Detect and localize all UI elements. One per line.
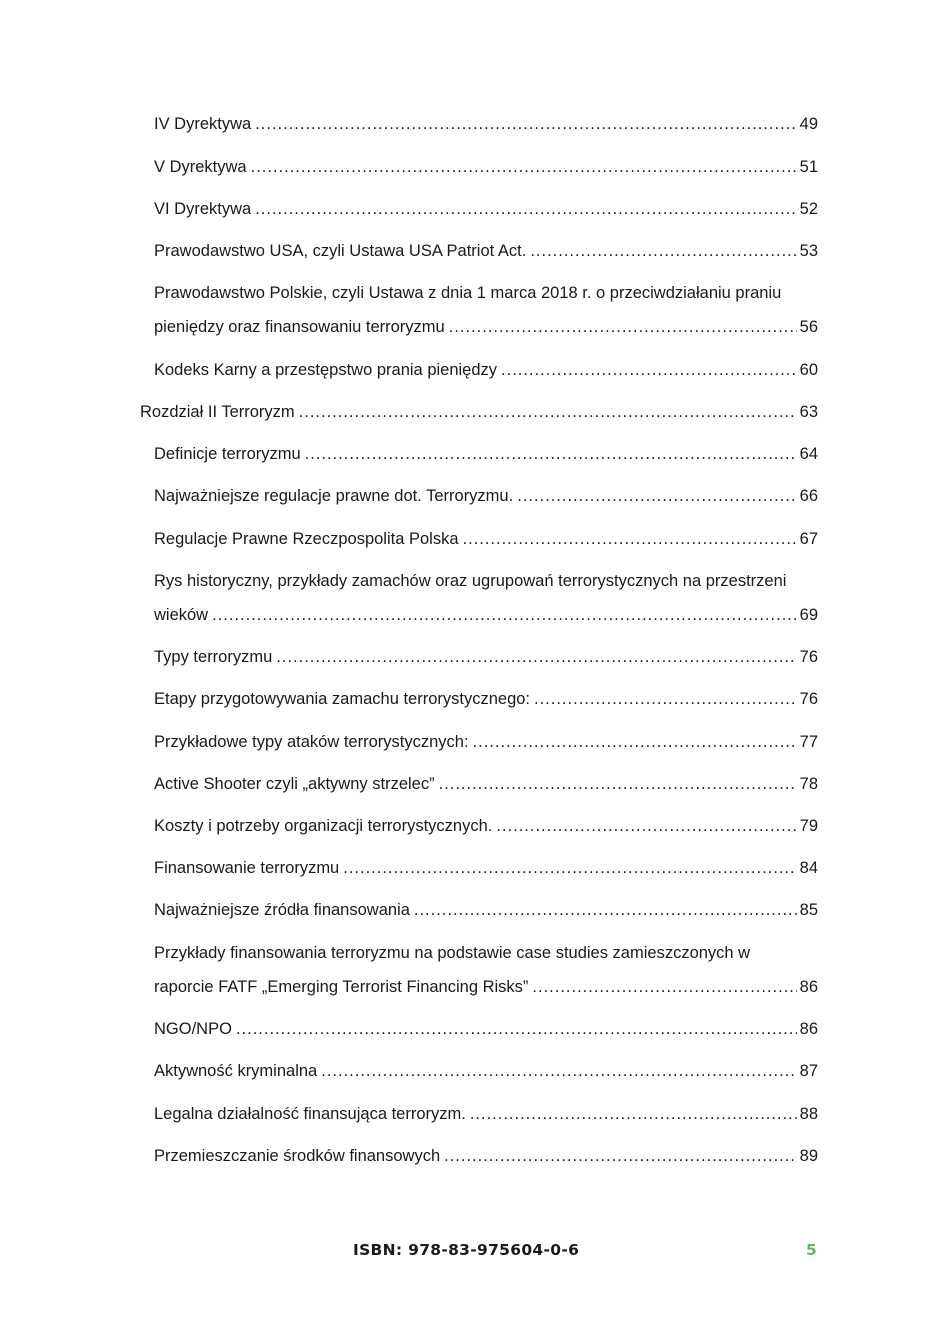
toc-entry-page: 49 (799, 115, 818, 133)
toc-entry-title: raporcie FATF „Emerging Terrorist Financing Risks” (154, 978, 529, 996)
toc-leader-dots (299, 401, 797, 423)
toc-entry-page: 51 (799, 158, 818, 176)
toc-entry-title: Przykładowe typy ataków terrorystycznych: (154, 733, 469, 751)
toc-entry-page: 69 (799, 606, 818, 624)
toc-leader-dots (255, 198, 796, 220)
toc-leader-dots (305, 443, 797, 465)
toc-entry (154, 316, 818, 338)
toc-entry (154, 359, 818, 381)
toc-entry-title: Legalna działalność finansująca terroryzm. (154, 1105, 466, 1123)
toc-leader-dots (236, 1018, 797, 1040)
toc-leader-dots (496, 815, 796, 837)
toc-entry (154, 1145, 818, 1167)
toc-leader-dots (444, 1145, 797, 1167)
toc-entry (154, 899, 818, 921)
toc-entry-title: Kodeks Karny a przestępstwo prania pieniędzy (154, 361, 498, 379)
toc-entry-title: Rys historyczny, przykłady zamachów oraz ugrupowań terrorystycznych na przestrzeni (154, 572, 787, 590)
toc-entry-title: Przykłady finansowania terroryzmu na podstawie case studies zamieszczonych w (154, 944, 751, 962)
toc-entry (154, 198, 818, 220)
toc-entry-page: 86 (799, 978, 818, 996)
toc-entry (154, 443, 818, 465)
toc-entry (154, 604, 818, 626)
toc-leader-dots (276, 646, 796, 668)
toc-entry (154, 156, 818, 178)
toc-entry-title: Koszty i potrzeby organizacji terrorystycznych. (154, 817, 493, 835)
toc-entry-first-line (154, 570, 818, 592)
toc-entry-title: Prawodawstwo USA, czyli Ustawa USA Patriot Act. (154, 242, 527, 260)
toc-leader-dots (517, 485, 796, 507)
toc-entry-page: 78 (799, 775, 818, 793)
toc-entry (154, 485, 818, 507)
toc-entry-title: Typy terroryzmu (154, 648, 273, 666)
toc-entry-title: IV Dyrektywa (154, 115, 252, 133)
toc-entry (154, 731, 818, 753)
toc-entry-page: 56 (799, 318, 818, 336)
toc-entry-page: 77 (799, 733, 818, 751)
toc-entry (154, 646, 818, 668)
toc-leader-dots (501, 359, 797, 381)
toc-entry-title: NGO/NPO (154, 1020, 232, 1038)
toc-entry-page: 60 (799, 361, 818, 379)
toc-entry-title: Etapy przygotowywania zamachu terrorystycznego: (154, 690, 531, 708)
toc-entry-page: 63 (799, 403, 818, 421)
toc-entry-page: 52 (799, 200, 818, 218)
toc-entry-page: 89 (799, 1147, 818, 1165)
toc-entry (154, 1018, 818, 1040)
toc-entry-title: Przemieszczanie środków finansowych (154, 1147, 441, 1165)
toc-leader-dots (530, 240, 796, 262)
toc-entry-title: Prawodawstwo Polskie, czyli Ustawa z dnia 1 marca 2018 r. o przeciwdziałaniu praniu (154, 284, 782, 302)
toc-entry-page: 85 (799, 901, 818, 919)
toc-entry-page: 86 (799, 1020, 818, 1038)
toc-chapter-entry (140, 401, 818, 423)
toc-leader-dots (532, 976, 796, 998)
footer-isbn: ISBN: 978-83-975604-0-6 (353, 1241, 580, 1259)
toc-entry-page: 87 (799, 1062, 818, 1080)
toc-entry-title: Najważniejsze regulacje prawne dot. Terroryzmu. (154, 487, 514, 505)
toc-entry-title: pieniędzy oraz finansowaniu terroryzmu (154, 318, 445, 336)
toc-entry-page: 76 (799, 690, 818, 708)
toc-entry-title: wieków (154, 606, 209, 624)
toc-entry (154, 976, 818, 998)
toc-leader-dots (212, 604, 797, 626)
toc-entry-page: 66 (799, 487, 818, 505)
toc-entry-title: Aktywność kryminalna (154, 1062, 318, 1080)
toc-entry-first-line (154, 942, 818, 964)
toc-entry (154, 240, 818, 262)
footer-page-number: 5 (806, 1241, 817, 1259)
toc-entry-page: 76 (799, 648, 818, 666)
toc-entry (154, 1060, 818, 1082)
toc-entry-title: VI Dyrektywa (154, 200, 252, 218)
toc-entry-title: Active Shooter czyli „aktywny strzelec” (154, 775, 435, 793)
toc-leader-dots (414, 899, 797, 921)
toc-leader-dots (449, 316, 797, 338)
toc-entry-title: V Dyrektywa (154, 158, 247, 176)
toc-entry (154, 113, 818, 135)
toc-leader-dots (473, 731, 797, 753)
toc-entry-page: 64 (799, 445, 818, 463)
toc-entry-title: Definicje terroryzmu (154, 445, 301, 463)
toc-leader-dots (534, 688, 797, 710)
toc-entry (154, 815, 818, 837)
toc-entry-page: 79 (799, 817, 818, 835)
toc-entry-title: Regulacje Prawne Rzeczpospolita Polska (154, 530, 459, 548)
toc-entry-title: Rozdział II Terroryzm (140, 403, 295, 421)
toc-entry-title: Finansowanie terroryzmu (154, 859, 340, 877)
toc-leader-dots (251, 156, 797, 178)
toc-leader-dots (255, 113, 796, 135)
toc-entry-page: 84 (799, 859, 818, 877)
toc-entry-page: 88 (799, 1105, 818, 1123)
toc-leader-dots (343, 857, 796, 879)
toc-entry (154, 857, 818, 879)
toc-leader-dots (470, 1103, 797, 1125)
toc-leader-dots (321, 1060, 796, 1082)
toc-entry (154, 688, 818, 710)
toc-leader-dots (439, 773, 797, 795)
toc-entry-page: 67 (799, 530, 818, 548)
toc-entry (154, 528, 818, 550)
toc-entry (154, 1103, 818, 1125)
toc-entry-page: 53 (799, 242, 818, 260)
toc-leader-dots (463, 528, 797, 550)
toc-entry-first-line (154, 282, 818, 304)
toc-entry (154, 773, 818, 795)
toc-entry-title: Najważniejsze źródła finansowania (154, 901, 410, 919)
